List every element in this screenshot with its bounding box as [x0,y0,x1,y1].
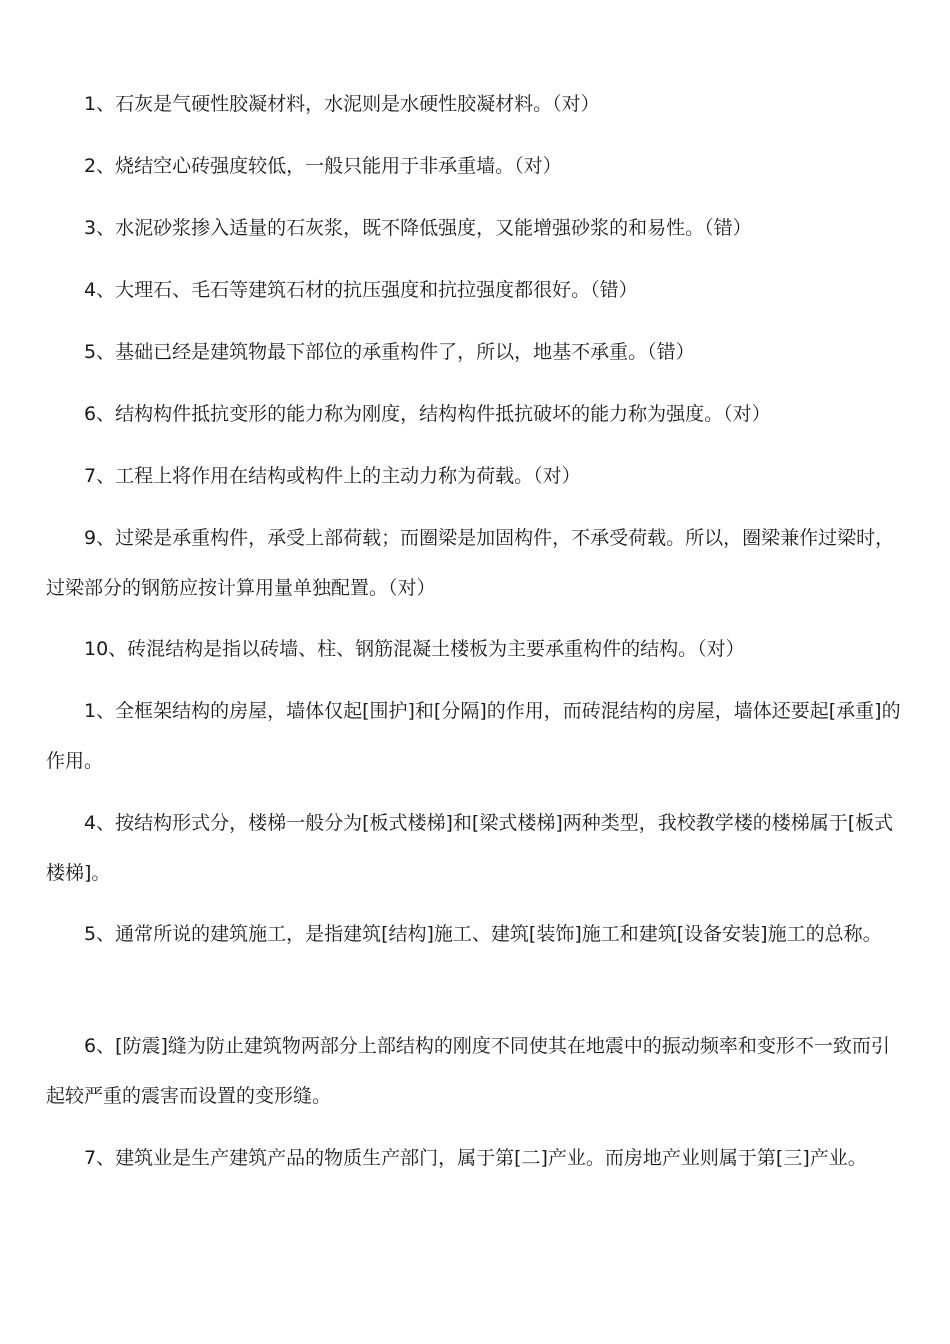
true-false-item-2: 2、烧结空心砖强度较低，一般只能用于非承重墙。（对） [84,155,562,177]
fill-blank-item-4: 4、按结构形式分，楼梯一般分为[板式楼梯]和[梁式楼梯]两种类型，我校教学楼的楼梯属于[板式楼梯]。 [46,812,894,884]
true-false-item-5: 5、基础已经是建筑物最下部位的承重构件了，所以，地基不承重。（错） [84,341,695,363]
true-false-item-4: 4、大理石、毛石等建筑石材的抗压强度和抗拉强度都很好。（错） [84,279,638,301]
fill-blank-item-5: 5、通常所说的建筑施工，是指建筑[结构]施工、建筑[装饰]施工和建筑[设备安装]施工的总称。 [84,923,882,945]
true-false-item-9: 9、过梁是承重构件，承受上部荷载；而圈梁是加固构件，不承受荷载。所以，圈梁兼作过梁时，过梁部分的钢筋应按计算用量单独配置。（对） [46,527,895,599]
true-false-item-6: 6、结构构件抵抗变形的能力称为刚度，结构构件抵抗破坏的能力称为强度。（对） [84,403,771,425]
true-false-item-7: 7、工程上将作用在结构或构件上的主动力称为荷载。（对） [84,465,581,487]
true-false-item-1: 1、石灰是气硬性胶凝材料，水泥则是水硬性胶凝材料。（对） [84,93,600,115]
fill-blank-item-6: 6、[防震]缝为防止建筑物两部分上部结构的刚度不同使其在地震中的振动频率和变形不一致而引起较严重的震害而设置的变形缝。 [46,1035,890,1107]
fill-blank-item-7: 7、建筑业是生产建筑产品的物质生产部门，属于第[二]产业。而房地产业则属于第[三]产业。 [84,1147,867,1169]
true-false-item-3: 3、水泥砂浆掺入适量的石灰浆，既不降低强度，又能增强砂浆的和易性。（错） [84,217,752,239]
true-false-item-10: 10、砖混结构是指以砖墙、柱、钢筋混凝土楼板为主要承重构件的结构。（对） [84,638,745,660]
fill-blank-item-1: 1、全框架结构的房屋，墙体仅起[围护]和[分隔]的作用，而砖混结构的房屋，墙体还要起[承重]的作用。 [46,700,901,772]
